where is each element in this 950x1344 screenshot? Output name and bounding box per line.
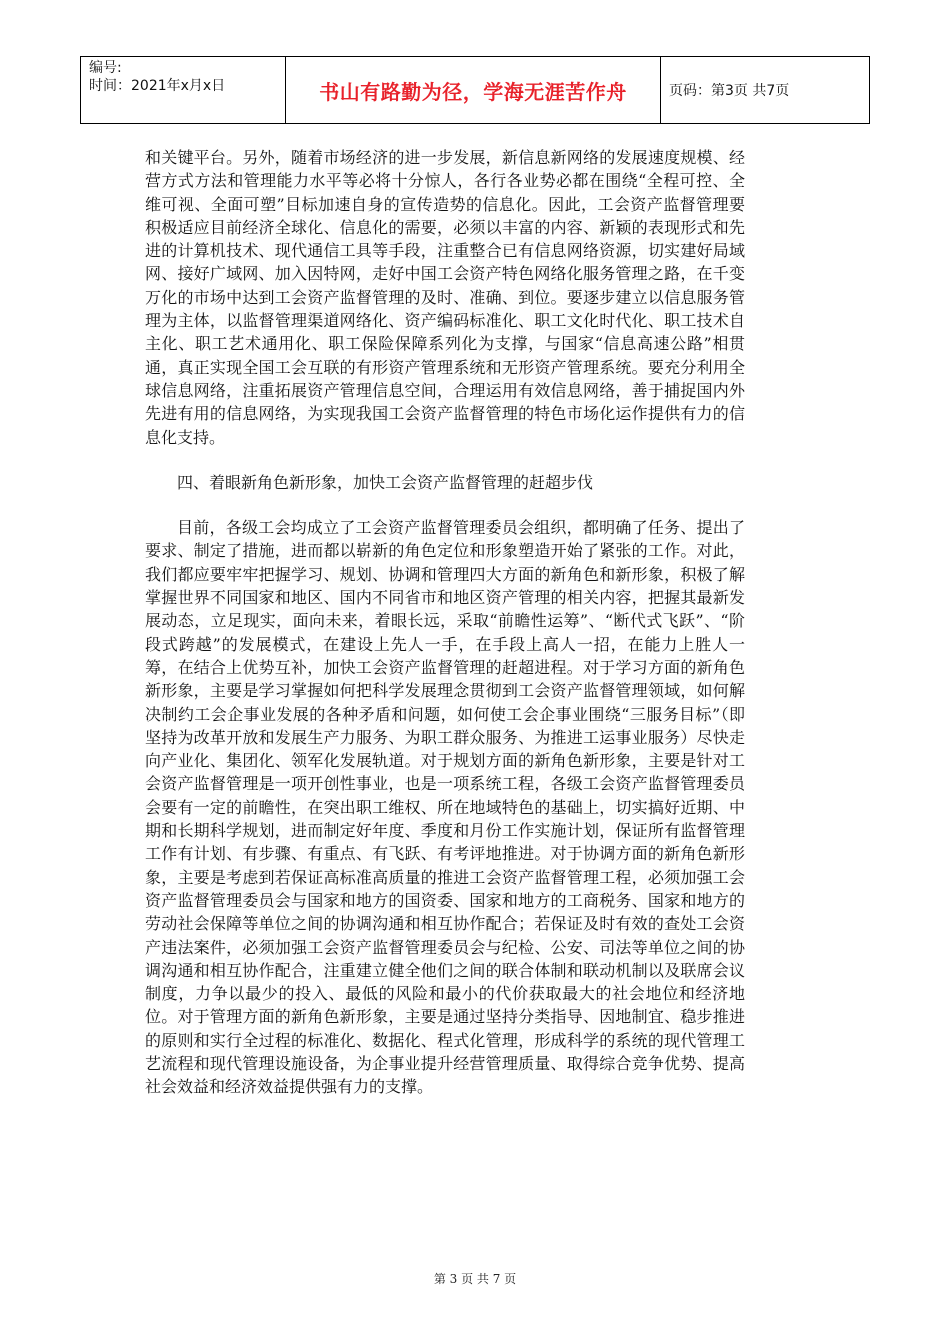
header-meta xyxy=(81,57,286,123)
header-motto: 书山有路勤为径，学海无涯苦作舟 xyxy=(286,57,661,123)
body-paragraph: 和关键平台。另外，随着市场经济的进一步发展，新信息新网络的发展速度规模、经营方式方法和管理能力水平等必将十分惊人，各行各业势必都在围绕“全程可控、全维可视、全面可塑”目标加速自身的宣传造势的信息化。因此，工会资产监督管理要积极适应目前经济全球化、信息化的需要，必须以丰富的内容、新颖的表现形式和先进的计算机技术、现代通信工具等手段，注重整合已有信息网络资源，切实建好局域网、接好广域网、加入因特网，走好中国工会资产特色网络化服务管理之路，在千变万化的市场中达到工会资产监督管理的及时、准确、到位。要逐步建立以信息服务管理为主体，以监督管理渠道网络化、资产编码标准化、职工文化时代化、职工技术自主化、职工艺术通用化、职工保险保障系列化为支撑，与国家“信息高速公路”相贯通，真正实现全国工会互联的有形资产管理系统和无形资产管理系统。要充分利用全球信息网络，注重拓展资产管理信息空间，合理运用有效信息网络，善于捕捉国内外先进有用的信息网络，为实现我国工会资产监督管理的特色市场化运作提供有力的信息化支持。 xyxy=(145,148,745,447)
document-body xyxy=(145,146,745,1099)
header-page-info: 页码：第3页 共7页 xyxy=(669,83,790,99)
section-heading: 四、着眼新角色新形象，加快工会资产监督管理的赶超步伐 xyxy=(177,472,594,492)
document-time-label: 时间：2021年x月x日 xyxy=(89,78,226,94)
paragraph-gap xyxy=(145,449,745,471)
page-header xyxy=(80,56,870,124)
document-number-label: 编号: xyxy=(89,60,122,76)
body-paragraph: 目前，各级工会均成立了工会资产监督管理委员会组织，都明确了任务、提出了要求、制定了措施，进而都以崭新的角色定位和形象塑造开始了紧张的工作。对此，我们都应要牢牢把握学习、规划、协调和管理四大方面的新角色和新形象，积极了解掌握世界不同国家和地区、国内不同省市和地区资产管理的相关内容，把握其最新发展动态，立足现实，面向未来，着眼长远，采取“前瞻性运筹”、“断代式飞跃”、“阶段式跨越”的发展模式，在建设上先人一手，在手段上高人一招，在能力上胜人一筹，在结合上优势互补，加快工会资产监督管理的赶超进程。对于学习方面的新角色新形象，主要是学习掌握如何把科学发展理念贯彻到工会资产监督管理领域，如何解决制约工会企事业发展的各种矛盾和问题，如何使工会企事业围绕“三服务目标”（即坚持为改革开放和发展生产力服务、为职工群众服务、为推进工运事业服务）尽快走向产业化、集团化、领军化发展轨道。对于规划方面的新角色新形象，主要是针对工会资产监督管理是一项开创性事业，也是一项系统工程，各级工会资产监督管理委员会要有一定的前瞻性，在突出职工维权、所在地域特色的基础上，切实搞好近期、中期和长期科学规划，进而制定好年度、季度和月份工作实施计划，保证所有监督管理工作有计划、有步骤、有重点、有飞跃、有考评地推进。对于协调方面的新角色新形象，主要是考虑到若保证高标准高质量的推进工会资产监督管理工程，必须加强工会资产监督管理委员会与国家和地方的国资委、国家和地方的工商税务、国家和地方的劳动社会保障等单位之间的协调沟通和相互协作配合；若保证及时有效的查处工会资产违法案件，必须加强工会资产监督管理委员会与纪检、公安、司法等单位之间的协调沟通和相互协作配合，注重建立健全他们之间的联合体制和联动机制以及联席会议制度，力争以最少的投入、最低的风险和最小的代价获取最大的社会地位和经济地位。对于管理方面的新角色新形象，主要是通过坚持分类指导、因地制宜、稳步推进的原则和实行全过程的标准化、数据化、程式化管理，形成科学的系统的现代管理工艺流程和现代管理设施设备，为企事业提升经营管理质量、取得综合竞争优势、提高社会效益和经济效益提供强有力的支撑。 xyxy=(145,518,745,1097)
page-footer: 第 3 页 共 7 页 xyxy=(433,1272,517,1286)
paragraph-gap xyxy=(145,494,745,516)
